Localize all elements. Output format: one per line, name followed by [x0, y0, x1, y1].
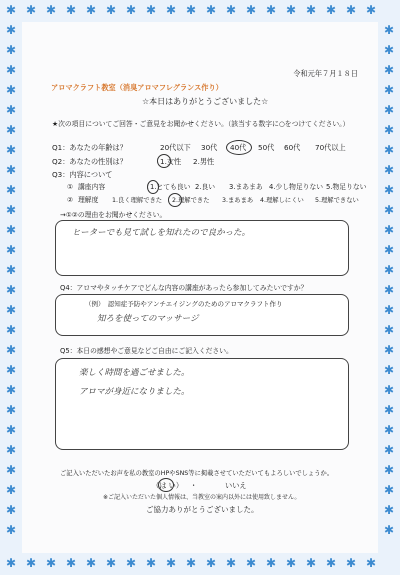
q3-row1-option-3[interactable]: 3.まあまあ — [229, 183, 263, 191]
q4-label: Q4：アロマやタッチケアでどんな内容の講座があったら参加してみたいですか？ — [60, 284, 308, 292]
q5-label: Q5：本日の感想やご意見などご自由にご記入ください。 — [60, 347, 233, 355]
q5-answer-line-1: 楽しく時間を過ごせました。 — [79, 368, 190, 378]
flower-icon: ✱ — [185, 556, 197, 570]
q3-label: Q3：内容について — [52, 170, 113, 179]
flower-icon: ✱ — [5, 483, 17, 497]
flower-icon: ✱ — [383, 343, 395, 357]
flower-icon: ✱ — [5, 203, 17, 217]
flower-icon: ✱ — [65, 556, 77, 570]
flower-icon: ✱ — [5, 463, 17, 477]
flower-icon: ✱ — [383, 243, 395, 257]
flower-icon: ✱ — [285, 556, 297, 570]
flower-icon: ✱ — [125, 3, 137, 17]
q2-label: Q2：あなたの性別は？ — [52, 157, 127, 166]
flower-icon: ✱ — [185, 3, 197, 17]
flower-icon: ✱ — [5, 523, 17, 537]
q1-option-40[interactable]: 40代 — [230, 143, 247, 152]
flower-icon: ✱ — [225, 3, 237, 17]
flower-icon: ✱ — [5, 383, 17, 397]
q3-reason-label: →①②の理由をお聞かせください。 — [60, 211, 167, 219]
flower-icon: ✱ — [205, 556, 217, 570]
flower-icon: ✱ — [265, 556, 277, 570]
flower-icon: ✱ — [25, 3, 37, 17]
privacy-note: ※ご記入いただいた個人情報は、当教室の案内以外には使用致しません。 — [103, 494, 301, 501]
flower-icon: ✱ — [365, 3, 377, 17]
q3-row1-option-2[interactable]: 2.良い — [195, 183, 216, 191]
q3-row2-option-1[interactable]: 1.良く理解できた — [112, 197, 163, 204]
q5-answer-line-2: アロマが身近になりました。 — [79, 387, 190, 397]
flower-icon: ✱ — [383, 423, 395, 437]
q2-selection-circle — [157, 154, 171, 168]
flower-icon: ✱ — [5, 103, 17, 117]
flower-icon: ✱ — [245, 556, 257, 570]
flower-icon: ✱ — [5, 403, 17, 417]
flower-icon: ✱ — [125, 556, 137, 570]
flower-icon: ✱ — [383, 223, 395, 237]
flower-icon: ✱ — [383, 203, 395, 217]
flower-icon: ✱ — [165, 3, 177, 17]
flower-icon: ✱ — [383, 63, 395, 77]
flower-icon: ✱ — [5, 283, 17, 297]
flower-icon: ✱ — [383, 363, 395, 377]
flower-icon: ✱ — [5, 423, 17, 437]
q3-row2-option-5[interactable]: 5.理解できない — [315, 197, 359, 204]
flower-icon: ✱ — [383, 103, 395, 117]
flower-icon: ✱ — [85, 3, 97, 17]
flower-icon: ✱ — [45, 556, 57, 570]
flower-icon: ✱ — [105, 556, 117, 570]
flower-icon: ✱ — [225, 556, 237, 570]
flower-icon: ✱ — [5, 123, 17, 137]
q3-reason-answer: ヒーターでも見て試しを知れたので良かった。 — [72, 228, 251, 238]
q3-row1-option-4[interactable]: 4.少し物足りない — [269, 183, 324, 191]
flower-icon: ✱ — [383, 23, 395, 37]
flower-icon: ✱ — [365, 556, 377, 570]
flower-icon: ✱ — [5, 3, 17, 17]
flower-icon: ✱ — [383, 163, 395, 177]
flower-icon: ✱ — [145, 3, 157, 17]
flower-icon: ✱ — [383, 183, 395, 197]
flower-icon: ✱ — [205, 3, 217, 17]
flower-icon: ✱ — [305, 556, 317, 570]
q4-answer: 知ろを使ってのマッサージ — [97, 314, 199, 324]
date-text: 令和元年７月１８日 — [293, 69, 358, 78]
flower-icon: ✱ — [5, 143, 17, 157]
flower-icon: ✱ — [5, 323, 17, 337]
flower-icon: ✱ — [383, 403, 395, 417]
intro-text: ★次の項目についてご回答・ご意見をお聞かせください。（該当する数字に○をつけてください。） — [52, 120, 350, 128]
q3-row2-option-3[interactable]: 3.まあまあ — [222, 197, 254, 204]
flower-icon: ✱ — [5, 43, 17, 57]
flower-icon: ✱ — [5, 163, 17, 177]
q3-row1-option-5[interactable]: 5.物足りない — [326, 183, 367, 191]
flower-icon: ✱ — [5, 63, 17, 77]
flower-icon: ✱ — [383, 303, 395, 317]
flower-icon: ✱ — [383, 503, 395, 517]
flower-icon: ✱ — [383, 263, 395, 277]
consent-question: ご記入いただいたお声を私の教室のHPやSNS等に掲載させていただいてもよろしいでしょうか。 — [60, 470, 334, 477]
q1-selection-circle — [226, 140, 252, 155]
flower-icon: ✱ — [5, 503, 17, 517]
flower-icon: ✱ — [45, 3, 57, 17]
flower-icon: ✱ — [383, 323, 395, 337]
q1-label: Q1：あなたの年齢は？ — [52, 143, 127, 152]
flower-icon: ✱ — [285, 3, 297, 17]
thanks-text: ご協力ありがとうございました。 — [146, 505, 259, 514]
flower-icon: ✱ — [383, 43, 395, 57]
q3-row1-selection-circle — [147, 180, 159, 194]
q3-row1-num: ① — [67, 183, 74, 191]
flower-icon: ✱ — [5, 343, 17, 357]
q1-option-50[interactable]: 50代 — [258, 143, 275, 152]
flower-icon: ✱ — [65, 3, 77, 17]
org-title: アロマクラフト教室（消臭アロマフレグランス作り） — [51, 83, 223, 92]
q3-row2-label: 理解度 — [78, 196, 99, 204]
flower-icon: ✱ — [5, 23, 17, 37]
q3-row1-option-1[interactable]: 1.とても良い — [150, 183, 191, 191]
q1-option-30[interactable]: 30代 — [201, 143, 218, 152]
flower-icon: ✱ — [383, 443, 395, 457]
flower-icon: ✱ — [383, 143, 395, 157]
flower-icon: ✱ — [5, 183, 17, 197]
flower-icon: ✱ — [383, 123, 395, 137]
flower-icon: ✱ — [325, 3, 337, 17]
flower-icon: ✱ — [265, 3, 277, 17]
flower-icon: ✱ — [165, 556, 177, 570]
flower-icon: ✱ — [305, 3, 317, 17]
flower-icon: ✱ — [85, 556, 97, 570]
flower-icon: ✱ — [5, 243, 17, 257]
q1-option-20[interactable]: 20代以下 — [160, 143, 191, 152]
flower-icon: ✱ — [383, 283, 395, 297]
flower-icon: ✱ — [383, 83, 395, 97]
consent-no[interactable]: いいえ — [225, 481, 247, 490]
flower-icon: ✱ — [5, 443, 17, 457]
q1-option-70[interactable]: 70代以上 — [315, 143, 346, 152]
consent-selection-circle — [158, 478, 174, 492]
flower-icon: ✱ — [245, 3, 257, 17]
q3-row2-option-2[interactable]: 2.理解できた — [172, 197, 210, 204]
consent-yes[interactable]: （は い） — [152, 481, 184, 490]
flower-icon: ✱ — [345, 3, 357, 17]
flower-icon: ✱ — [5, 263, 17, 277]
flower-icon: ✱ — [145, 556, 157, 570]
consent-separator: ・ — [190, 481, 198, 490]
q3-row2-option-4[interactable]: 4.理解しにくい — [260, 197, 304, 204]
flower-icon: ✱ — [325, 556, 337, 570]
flower-icon: ✱ — [383, 383, 395, 397]
q3-row1-label: 講座内容 — [78, 183, 106, 191]
flower-icon: ✱ — [5, 363, 17, 377]
flower-icon: ✱ — [5, 303, 17, 317]
q2-option-female[interactable]: 1.女性 — [160, 157, 182, 166]
flower-icon: ✱ — [345, 556, 357, 570]
greeting-heading: ☆本日はありがとうございました☆ — [142, 97, 269, 106]
flower-icon: ✱ — [383, 523, 395, 537]
flower-icon: ✱ — [5, 223, 17, 237]
flower-icon: ✱ — [25, 556, 37, 570]
q3-row2-selection-circle — [168, 193, 182, 207]
flower-icon: ✱ — [5, 83, 17, 97]
flower-icon: ✱ — [383, 483, 395, 497]
q3-row2-num: ② — [67, 196, 74, 204]
q4-example: （例） 認知症予防やアンチエイジングのためのアロマクラフト作り — [85, 300, 283, 308]
q1-option-60[interactable]: 60代 — [284, 143, 301, 152]
flower-icon: ✱ — [383, 463, 395, 477]
q2-option-male[interactable]: 2.男性 — [193, 157, 215, 166]
flower-icon: ✱ — [105, 3, 117, 17]
flower-icon: ✱ — [5, 556, 17, 570]
